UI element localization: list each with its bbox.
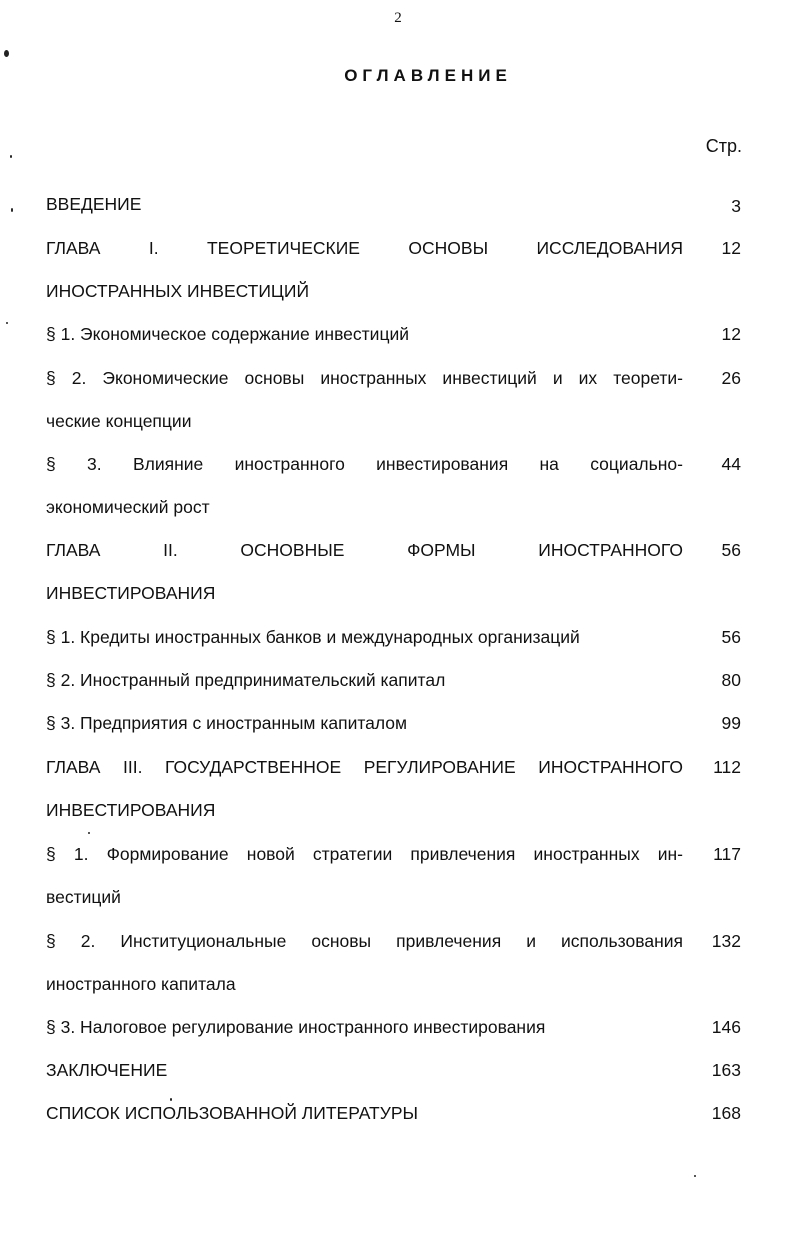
toc-entry-text: § 2. Экономические основы иностранных инвестиций и их теорети- <box>46 368 683 388</box>
scan-speck <box>88 832 90 834</box>
toc-entry-page: 44 <box>721 454 741 474</box>
toc-entry-text: ВВЕДЕНИЕ <box>46 194 142 214</box>
toc-entry-page: 12 <box>721 238 741 258</box>
toc-entry-text-continuation: ИНОСТРАННЫХ ИНВЕСТИЦИЙ <box>46 281 310 301</box>
toc-entry-page: 163 <box>711 1060 741 1080</box>
toc-entry-text: § 1. Кредиты иностранных банков и международных организаций <box>46 627 580 647</box>
toc-entry-text: § 2. Иностранный предпринимательский капитал <box>46 670 446 690</box>
toc-entry-text-continuation: экономический рост <box>46 497 210 517</box>
toc-entry-page: 117 <box>713 844 741 864</box>
toc-entry-page: 112 <box>713 757 741 777</box>
page-number: 2 <box>394 10 402 26</box>
toc-entry-text: § 1. Экономическое содержание инвестиций <box>46 324 410 344</box>
toc-entry-page: 26 <box>721 368 741 388</box>
toc-entry-page: 12 <box>721 324 741 344</box>
toc-entry-text: ГЛАВА II. ОСНОВНЫЕ ФОРМЫ ИНОСТРАННОГО <box>46 540 683 560</box>
toc-entry-text: ЗАКЛЮЧЕНИЕ <box>46 1060 168 1080</box>
toc-entry-page: 99 <box>721 713 741 733</box>
toc-entry-text-continuation: ческие концепции <box>46 411 192 431</box>
toc-entry-text: § 3. Налоговое регулирование иностранного инвестирования <box>46 1017 546 1037</box>
toc-entry-text-continuation: иностранного капитала <box>46 974 236 994</box>
scan-speck <box>4 50 9 57</box>
toc-entry-text: СПИСОК ИСПОЛЬЗОВАННОЙ ЛИТЕРАТУРЫ <box>46 1103 418 1123</box>
toc-entry-text-continuation: вестиций <box>46 887 121 907</box>
toc-entry-text: § 1. Формирование новой стратегии привлечения иностранных ин- <box>46 844 683 864</box>
toc-entry-text-continuation: ИНВЕСТИРОВАНИЯ <box>46 800 216 820</box>
toc-entry-text: ГЛАВА I. ТЕОРЕТИЧЕСКИЕ ОСНОВЫ ИССЛЕДОВАНИЯ <box>46 238 683 258</box>
toc-entry-page: 80 <box>721 670 741 690</box>
scan-speck <box>11 208 13 212</box>
toc-entry-text: § 3. Предприятия с иностранным капиталом <box>46 713 408 733</box>
toc-entry-page: 146 <box>711 1017 741 1037</box>
toc-entry-text-continuation: ИНВЕСТИРОВАНИЯ <box>46 583 216 603</box>
page-column-label: Стр. <box>705 136 742 156</box>
scan-speck <box>170 1098 172 1101</box>
scan-speck <box>6 322 8 324</box>
toc-title: ОГЛАВЛЕНИЕ <box>344 66 512 85</box>
toc-entry-text: ГЛАВА III. ГОСУДАРСТВЕННОЕ РЕГУЛИРОВАНИЕ ИНОСТРАННОГО <box>46 757 683 777</box>
toc-entry-text: § 3. Влияние иностранного инвестирования на социально- <box>46 454 683 474</box>
scan-speck <box>694 1175 696 1177</box>
scan-speck <box>10 155 12 158</box>
toc-entry-page: 132 <box>711 931 741 951</box>
toc-entry-page: 3 <box>731 196 741 216</box>
toc-entry-page: 56 <box>721 627 741 647</box>
toc-entry-page: 56 <box>721 540 741 560</box>
toc-entry-page: 168 <box>711 1103 741 1123</box>
toc-entry-text: § 2. Институциональные основы привлечения и использования <box>46 931 683 951</box>
